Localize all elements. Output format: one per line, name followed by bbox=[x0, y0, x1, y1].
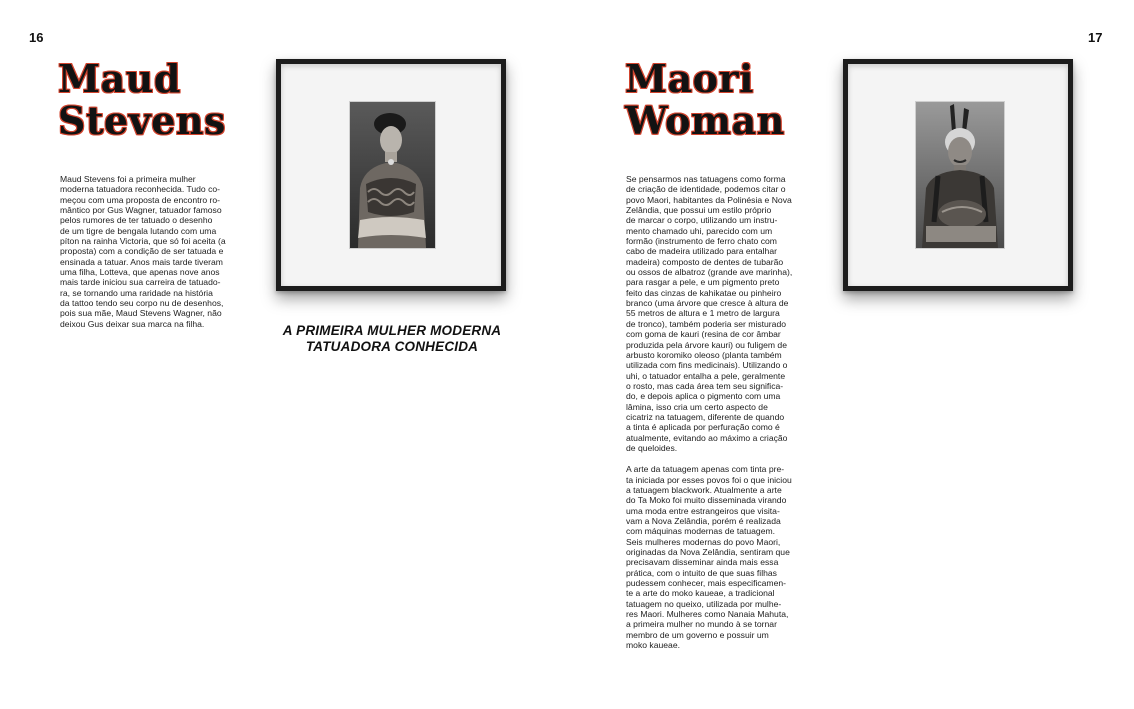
body-line: de criação de identidade, podemos citar o bbox=[626, 184, 786, 195]
page-number-right: 17 bbox=[1088, 30, 1103, 45]
body-line: do, e depois aplica o pigmento com uma bbox=[626, 391, 781, 402]
body-line: povo Maori, habitantes da Polinésia e Nova bbox=[626, 194, 792, 205]
article-title-maori-woman bbox=[625, 58, 785, 142]
article-body-maori-woman bbox=[626, 174, 816, 661]
body-line: precisavam disseminar ainda mais essa bbox=[626, 557, 779, 568]
title-line: Maud bbox=[58, 56, 181, 101]
body-line: ou ossos de albatroz (grande ave marinha), bbox=[626, 267, 793, 278]
body-line: deixou Gus deixar sua marca na filha. bbox=[60, 318, 205, 329]
body-paragraph-2 bbox=[626, 464, 816, 650]
body-line: originadas da Nova Zelândia, sentiram que bbox=[626, 547, 790, 558]
body-line: A arte da tatuagem apenas com tinta pre- bbox=[626, 464, 785, 475]
body-line: uhi, o tatuador entalha a pele, geralmente bbox=[626, 370, 786, 381]
photo-maori-woman bbox=[916, 102, 1004, 248]
body-line: de marcar o corpo, utilizando um instru- bbox=[626, 215, 778, 226]
caption-line: A PRIMEIRA MULHER MODERNA bbox=[282, 323, 502, 338]
title-line: Stevens bbox=[58, 98, 226, 143]
photo-maud-stevens bbox=[350, 102, 435, 248]
body-line: vam a Nova Zelândia, porém é realizada bbox=[626, 516, 781, 526]
body-line: com goma de kauri (resina de cor âmbar bbox=[626, 329, 781, 340]
body-line: pudessem conhecer, mais especificamen- bbox=[626, 578, 787, 589]
portrait-maori-woman-image bbox=[916, 102, 1004, 248]
body-line: de queloides. bbox=[626, 442, 678, 453]
framed-photo-maori-woman bbox=[843, 59, 1073, 291]
portrait-woman-tattooed-image bbox=[350, 102, 435, 248]
body-line: pelos rumores de ter tatuado o desenho bbox=[60, 215, 213, 226]
body-line: de um tigre de bengala lutando com uma bbox=[60, 225, 217, 236]
body-line: da tattoo tendo seu corpo nu de desenhos, bbox=[60, 298, 224, 309]
body-line: de tronco), também poderia ser misturado bbox=[626, 318, 787, 329]
body-line: moko kaueae. bbox=[626, 640, 680, 651]
body-line: cicatriz na tatuagem, diferente de quando bbox=[626, 411, 785, 422]
body-line: utilizada com fins medicinais). Utilizando o bbox=[626, 360, 788, 371]
body-line: com máquinas modernas de tatuagem. bbox=[626, 526, 776, 537]
body-line: madeira) composto de dentes de tubarão bbox=[626, 256, 784, 267]
body-line: proposta) com a condição de ser tatuada e bbox=[60, 246, 224, 257]
caption-line: TATUADORA CONHECIDA bbox=[305, 339, 479, 354]
body-line: mais tarde iniciou sua carreira de tatuado- bbox=[60, 277, 221, 288]
photo-caption-maud-stevens bbox=[272, 323, 512, 355]
body-line: o rosto, mas cada área tem seu significa- bbox=[626, 380, 784, 391]
body-line: formão (instrumento de ferro chato com bbox=[626, 236, 777, 247]
body-line: lâmina, isso cria um certo aspecto de bbox=[626, 401, 768, 412]
body-line: uma moda entre estrangeiros que visita- bbox=[626, 505, 780, 516]
body-line: prática, com o intuito de que suas filhas bbox=[626, 567, 777, 578]
body-line: ta iniciada por esses povos foi o que iniciou bbox=[626, 474, 792, 485]
body-line: cabo de madeira utilizado para entalhar bbox=[626, 246, 777, 257]
body-line: tatuagem no queixo, utilizada por mulhe- bbox=[626, 598, 782, 609]
body-line: para rasgar a pele, e um pigmento preto bbox=[626, 277, 780, 288]
body-line: atualmente, evitando ao máximo a criação bbox=[626, 432, 788, 443]
body-line: te a arte do moko kaueae, a tradicional bbox=[626, 588, 775, 599]
body-line: mento chamado uhi, parecido com um bbox=[626, 225, 773, 236]
article-title-maud-stevens bbox=[58, 58, 226, 142]
body-line: ra, se tornando uma raridade na história bbox=[60, 287, 213, 298]
body-line: Maud Stevens foi a primeira mulher bbox=[60, 174, 196, 184]
body-line: meçou com uma proposta de encontro ro- bbox=[60, 194, 221, 205]
body-paragraph-1 bbox=[626, 174, 816, 453]
body-line: Zelândia, que possui um estilo próprio bbox=[626, 205, 772, 216]
body-line: a tinta é aplicada por perfuração como é bbox=[626, 422, 780, 433]
body-line: pois sua mãe, Maud Stevens Wagner, não bbox=[60, 308, 222, 319]
body-line: do Ta Moko foi muito disseminada virando bbox=[626, 495, 787, 506]
body-line: uma filha, Lotteva, que apenas nove anos bbox=[60, 267, 220, 278]
body-line: moderna tatuadora reconhecida. Tudo co- bbox=[60, 184, 221, 195]
body-line: a tatuagem blackwork. Atualmente a arte bbox=[626, 484, 782, 495]
body-line: píton na rainha Victoria, que só foi aceita (a bbox=[60, 236, 226, 247]
body-line: produzida pela árvore kauri) ou fuligem de bbox=[626, 339, 787, 350]
body-line: branco (uma árvore que cresce à altura de bbox=[626, 298, 789, 309]
body-line: Seis mulheres modernas do povo Maori, bbox=[626, 536, 781, 547]
title-line: Maori bbox=[625, 56, 754, 101]
body-line: Se pensarmos nas tatuagens como forma bbox=[626, 174, 786, 184]
body-line: mântico por Gus Wagner, tatuador famoso bbox=[60, 205, 222, 216]
framed-photo-maud-stevens bbox=[276, 59, 506, 291]
body-line: a primeira mulher no mundo à se tornar bbox=[626, 619, 777, 630]
title-line: Woman bbox=[625, 98, 785, 143]
body-line: ensinada a tatuar. Anos mais tarde tiveram bbox=[60, 256, 223, 267]
page-number-left: 16 bbox=[29, 30, 44, 45]
article-body-maud-stevens bbox=[60, 174, 250, 329]
body-line: membro de um governo e possuir um bbox=[626, 629, 769, 640]
body-line: feito das cinzas de kahikatae ou pinheiro bbox=[626, 287, 782, 298]
body-line: res Maori. Mulheres como Nanaia Mahuta, bbox=[626, 609, 789, 620]
body-line: arbusto koromiko oleoso (planta também bbox=[626, 349, 782, 360]
body-line: 55 metros de altura e 1 metro de largura bbox=[626, 308, 780, 319]
